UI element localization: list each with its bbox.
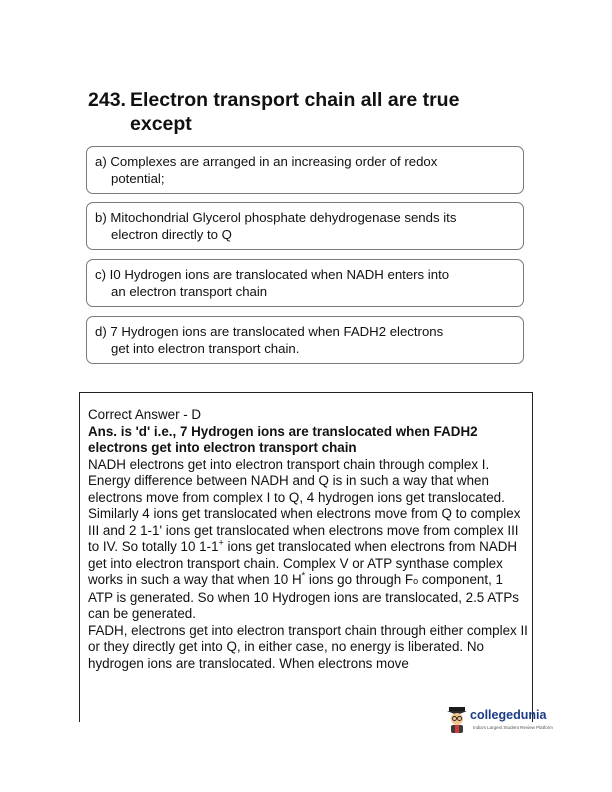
option-b-label: b) [95, 210, 107, 225]
option-a[interactable] [86, 146, 524, 194]
option-c-label: c) [95, 267, 106, 282]
bullet-2-text-c: ions go through F [305, 572, 414, 587]
question-number: 243. [88, 89, 126, 111]
bullet-2-text-d: component, 1 ATP is generated. So when 10 Hydrogen ions are translocated, 2.5 ATPs can be generated. [88, 572, 519, 621]
option-a-text2: potential; [111, 171, 165, 186]
question-title-line2: except [130, 113, 192, 135]
option-d[interactable] [86, 316, 524, 364]
option-d-text2: get into electron transport chain. [111, 341, 300, 356]
bullet-3-text: FADH, electrons get into electron transport chain through either complex II or they directly get into Q, in either case, no energy is liberated. No hydrogen ions are translocated. When electrons move [88, 622, 528, 671]
option-d-label: d) [95, 324, 107, 339]
bullet-1-text: NADH electrons get into electron transport chain through complex I. Energy difference between NADH and Q is in such a way that when electrons move from complex I to Q, 4 hydrogen ions get translocated. [88, 456, 505, 505]
option-c-text1: I0 Hydrogen ions are translocated when NADH enters into [109, 267, 450, 282]
option-c-text2: an electron transport chain [111, 284, 268, 299]
bullet-2-sup2: * [301, 570, 306, 581]
option-a-label: a) [95, 154, 107, 169]
question-title-line1: Electron transport chain all are true [130, 89, 460, 111]
question-title [88, 88, 508, 136]
logo-tagline: India's Largest Student Review Platform [473, 725, 553, 730]
bullet-2-sup1: + [218, 537, 224, 548]
answer-bullets [88, 457, 528, 673]
option-b-text2: electron directly to Q [111, 227, 232, 242]
collegedunia-logo [446, 704, 576, 738]
answer-content [88, 407, 528, 672]
answer-explanation: Ans. is 'd' i.e., 7 Hydrogen ions are translocated when FADH2 electrons get into electron transport chain [88, 423, 478, 455]
correct-answer: Correct Answer - D [88, 407, 202, 422]
option-c[interactable] [86, 259, 524, 307]
bullet-1 [88, 457, 528, 507]
bullet-2-sub: o [413, 576, 419, 586]
bullet-2-text-b: ions get translocated when electrons from NADH get into electron transport chain. Complex V or ATP synthase complex works in such a way that when 10 H [88, 539, 518, 587]
option-a-text1: Complexes are arranged in an increasing order of redox [110, 154, 438, 169]
option-b[interactable] [86, 202, 524, 250]
bullet-3 [88, 623, 528, 673]
option-b-text1: Mitochondrial Glycerol phosphate dehydrogenase sends its [110, 210, 457, 225]
logo-name: collegedunia [470, 708, 547, 722]
option-d-text1: 7 Hydrogen ions are translocated when FADH2 electrons [110, 324, 444, 339]
logo-mascot-icon [446, 706, 470, 734]
bullet-2-text-a: Similarly 4 ions get translocated when electrons move from Q to complex III and 2 1-1' ions get translocated when electrons move from complex III to IV. So totally 10 1-1 [88, 506, 521, 554]
answer-box [79, 392, 533, 722]
bullet-2 [88, 506, 528, 623]
